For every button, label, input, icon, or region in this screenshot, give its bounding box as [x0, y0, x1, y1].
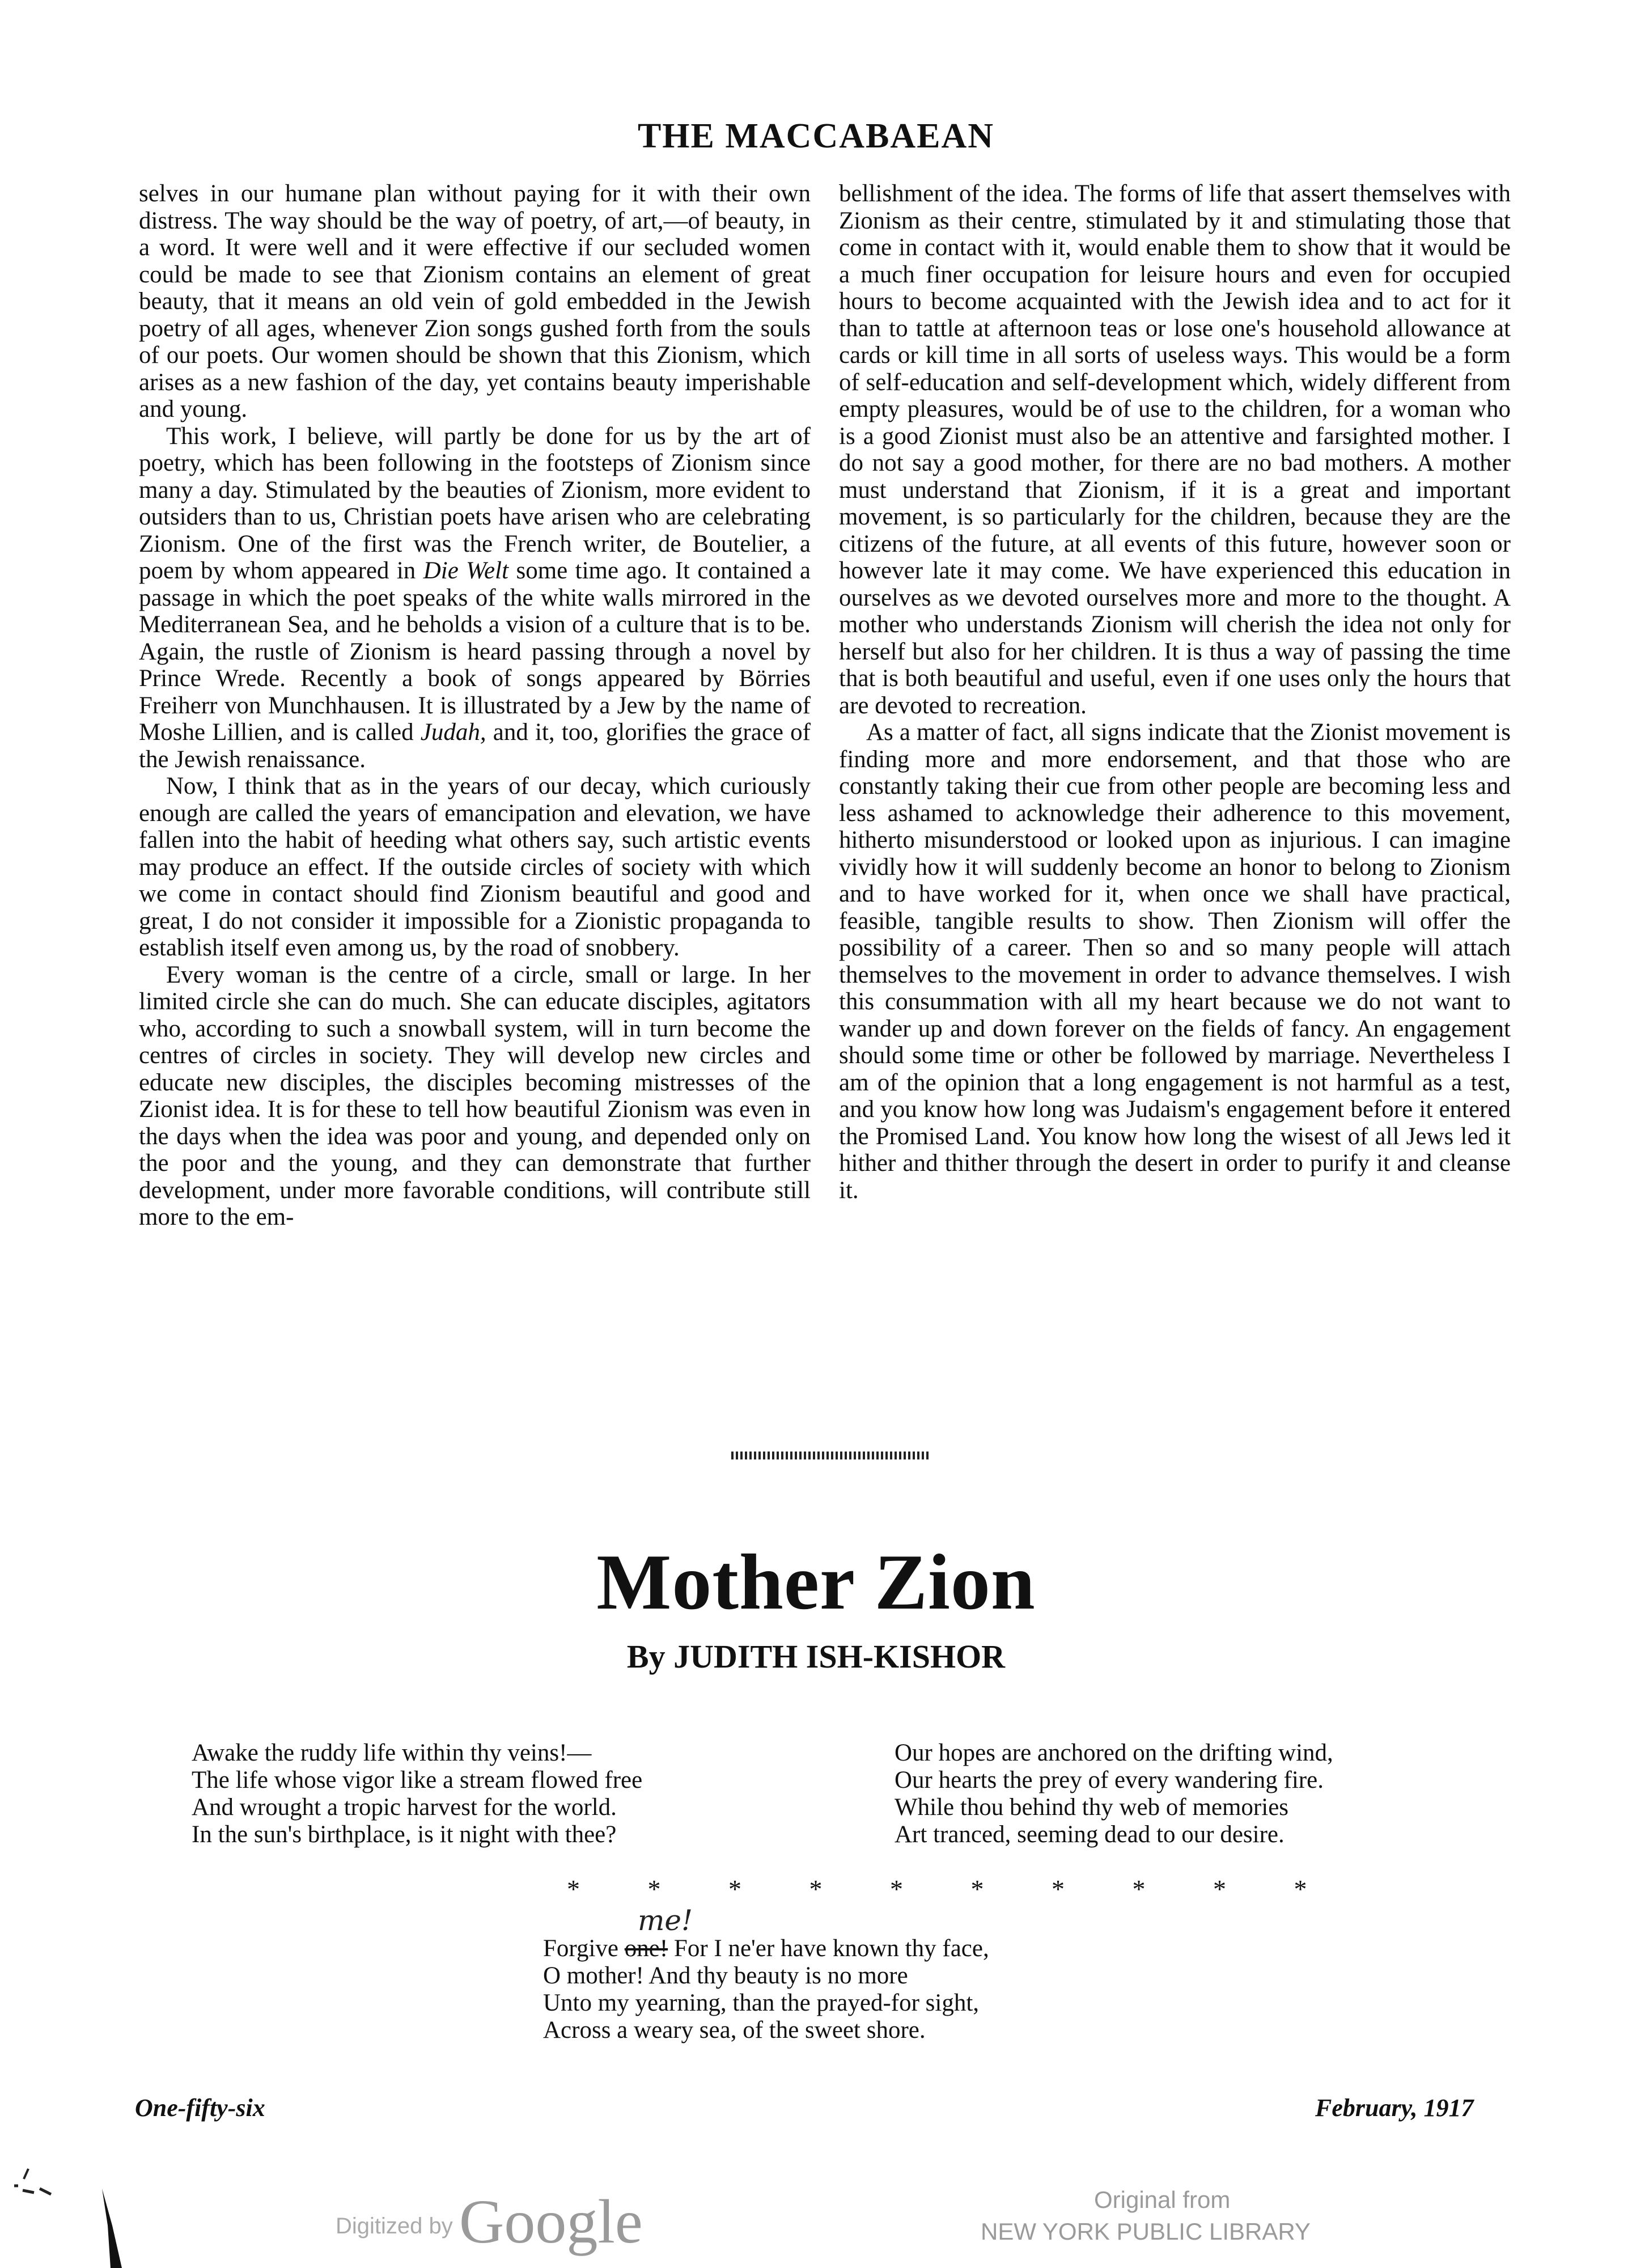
- poem-line: [543, 1935, 989, 1962]
- library-name: NEW YORK PUBLIC LIBRARY: [981, 2218, 1311, 2245]
- stanza-separator: * * * * * * * * * *: [567, 1875, 1338, 1903]
- poem-stanza: [543, 1935, 989, 2044]
- google-logo: Google: [459, 2187, 643, 2256]
- paragraph-text: and it, too, glorifies the grace of the Jewish renaissance.: [139, 719, 811, 773]
- paragraph-text: some time ago. It contained a passage in which the poet speaks of the white walls mirrored in the Mediterranean Sea, and he beholds a vision of a culture that is to be. Again, the rustle of Zionism is heard passing through a novel by Prince Wrede. Recently a book of songs appeared by Börries Freiherr von Munchhausen. It is illustrated by a Jew by the name of Moshe Lillien, and is called: [139, 557, 811, 746]
- poem-title: Mother Zion: [596, 1538, 1036, 1626]
- poem-stanza: [895, 1740, 1333, 1848]
- poem-byline: By JUDITH ISH-KISHOR: [626, 1638, 1006, 1675]
- source-watermark: [981, 2184, 1321, 2248]
- issue-date: February, 1917: [1315, 2094, 1474, 2122]
- struck-word: one!: [624, 1935, 668, 1962]
- poem-line: Unto my yearning, than the prayed-for sight,: [543, 1990, 980, 2016]
- poem-line-start: Forgive: [543, 1935, 625, 1962]
- periodical-title: Die Welt: [423, 557, 509, 584]
- poem-line-end: For I ne'er have known thy face,: [668, 1935, 989, 1962]
- digitized-watermark: [336, 2186, 643, 2258]
- poem-line: In the sun's birthplace, is it night with thee?: [192, 1821, 617, 1848]
- poem-line: Art tranced, seeming dead to our desire.: [895, 1821, 1285, 1848]
- paragraph: selves in our humane plan without paying for it with their own distress. The way should be the way of poetry, of art,—of beauty, in a word. It were well and it were effective if our secluded women could be made to see that Zionism contains an element of great beauty, that it means an old vein of gold embedded in the Jewish poetry of all ages, whenever Zion songs gushed forth from the souls of our poets. Our women should be shown that this Zionism, which arises as a new fashion of the day, yet contains beauty imperishable and young.: [139, 180, 811, 422]
- original-from-label: Original from: [1094, 2186, 1231, 2213]
- poem-line: And wrought a tropic harvest for the world.: [192, 1794, 617, 1821]
- running-header: THE MACCABAEAN: [637, 117, 995, 155]
- handwritten-correction: me!: [638, 1904, 693, 1937]
- digitized-by-label: Digitized by: [336, 2214, 453, 2239]
- paragraph: [139, 423, 811, 773]
- poem-stanza: [192, 1740, 642, 1848]
- article-left-column: [139, 180, 811, 1231]
- poem-line: Our hearts the prey of every wandering fire.: [895, 1767, 1324, 1793]
- page-number: One-fifty-six: [135, 2094, 265, 2122]
- poem-line: Across a weary sea, of the sweet shore.: [543, 2017, 926, 2043]
- poem-line: While thou behind thy web of memories: [895, 1794, 1289, 1821]
- poem-line: The life whose vigor like a stream flowed free: [192, 1767, 643, 1793]
- paragraph: bellishment of the idea. The forms of life that assert themselves with Zionism as their centre, stimulated by it and stimulating those that come in contact with it, would enable them to show that it would be a much finer occupation for leisure hours and even for occupied hours to become acquainted with the Jewish idea and to act for it than to tattle at afternoon teas or lose one's household allowance at cards or kill time in all sorts of useless ways. This would be a form of self-education and self-development which, widely different from empty pleasures, would be of use to the children, for a woman who is a good Zionist must also be an attentive and farsighted mother. I do not say a good mother, for there are no bad mothers. A mother must understand that Zionism, if it is a great and important movement, is so particularly for the children, because they are the citizens of the future, at all events of this future, however soon or however late it may come. We have experienced this education in ourselves as we devoted ourselves more and more to the thought. A mother who understands Zionism will cherish the idea not only for herself but also for her children. It is thus a way of passing the time that is both beautiful and useful, even if one uses only the hours that are devoted to recreation.: [839, 180, 1511, 719]
- book-title: Judah,: [420, 719, 486, 746]
- paragraph: Every woman is the centre of a circle, small or large. In her limited circle she can do much. She can educate disciples, agitators who, according to such a snowball system, will in turn become the centres of circles in society. They will develop new circles and educate new disciples, the disciples becoming mistresses of the Zionist idea. It is for these to tell how beautiful Zionism was even in the days when the idea was poor and young, and depended only on the poor and the young, and they can demonstrate that further development, under more favorable conditions, will contribute still more to the em-: [139, 961, 811, 1230]
- paragraph: Now, I think that as in the years of our decay, which curiously enough are called the years of emancipation and elevation, we have fallen into the habit of heeding what others say, such artistic events may produce an effect. If the outside circles of society with which we come in contact should find Zionism beautiful and good and great, I do not consider it impossible for a Zionistic propaganda to establish itself even among us, by the road of snobbery.: [139, 773, 811, 961]
- poem-line: O mother! And thy beauty is no more: [543, 1962, 908, 1989]
- article-right-column: [839, 180, 1511, 1204]
- scan-marks: [11, 2163, 125, 2268]
- paragraph: As a matter of fact, all signs indicate that the Zionist movement is finding more and more endorsement, and that those who are constantly taking their cue from other people are becoming less and less ashamed to acknowledge their adherence to this movement, hitherto misunderstood or looked upon as injurious. I can imagine vividly how it will suddenly become an honor to belong to Zionism and to have worked for it, when once we shall have practical, feasible, tangible results to show. Then Zionism will offer the possibility of a career. Then so and so many people will attach themselves to the movement in order to advance themselves. I wish this consummation with all my heart because we do not want to wander up and down forever on the fields of fancy. An engagement should some time or other be followed by marriage. Nevertheless I am of the opinion that a long engagement is not harmful as a test, and you know how long was Judaism's engagement before it entered the Promised Land. You know how long the wisest of all Jews led it hither and thither through the desert in order to purify it and cleanse it.: [839, 719, 1511, 1204]
- section-divider: [731, 1452, 930, 1459]
- poem-line: Our hopes are anchored on the drifting wind,: [895, 1740, 1333, 1766]
- poem-line: Awake the ruddy life within thy veins!—: [192, 1740, 592, 1766]
- paragraph-text: This work, I believe, will partly be done for us by the art of poetry, which has been following in the footsteps of Zionism since many a day. Stimulated by the beauties of Zionism, more evident to outsiders than to us, Christian poets have arisen who are celebrating Zionism. One of the first was the French writer, de Boutelier, a poem by whom appeared in: [139, 422, 811, 584]
